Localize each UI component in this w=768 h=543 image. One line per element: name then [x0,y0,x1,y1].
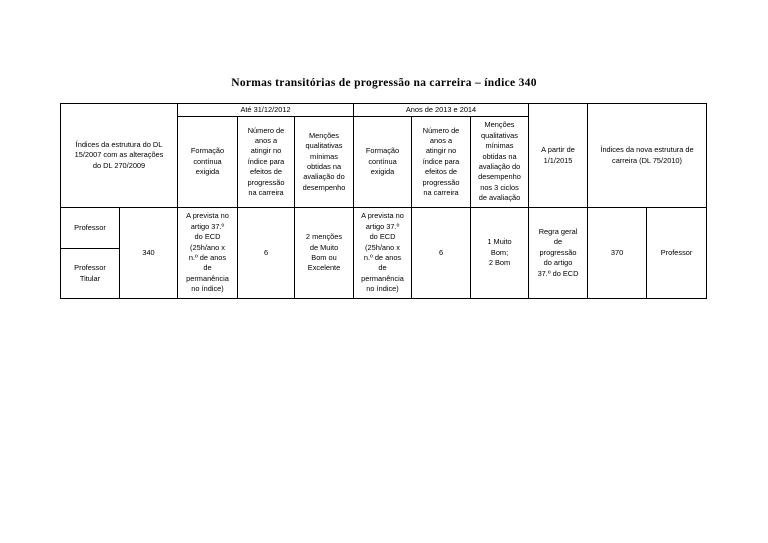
progression-table [60,103,707,299]
header-formacao-2: Formação contínua exigida [354,117,412,208]
cell-mencoes-1: 2 menções de Muito Bom ou Excelente [295,208,354,299]
cell-indice: 340 [120,208,178,299]
header-mencoes-1: Menções qualitativas mínimas obtidas na avaliação do desempenho [295,117,354,208]
document-title: Normas transitórias de progressão na carreira – índice 340 [231,77,537,89]
cell-regra-2015: Regra geral de progressão do artigo 37.º do ECD [529,208,588,299]
header-formacao-1: Formação contínua exigida [178,117,238,208]
header-numero-anos-2: Número de anos a atingir no índice para efeitos de progressão na carreira [412,117,471,208]
header-group-2013-2014: Anos de 2013 e 2014 [354,104,529,117]
cell-novo-indice: 370 [588,208,647,299]
header-indices-antigos: Índices da estrutura do DL 15/2007 com as alterações do DL 270/2009 [61,104,178,208]
cell-formacao-2: A prevista no artigo 37.º do ECD (25h/ano x n.º de anos de permanência no índice) [354,208,412,299]
header-indices-novos: Índices da nova estrutura de carreira (DL 75/2010) [588,104,707,208]
cell-categoria-professor: Professor [61,208,120,249]
cell-anos-1: 6 [238,208,295,299]
cell-mencoes-2: 1 Muito Bom; 2 Bom [471,208,529,299]
cell-anos-2: 6 [412,208,471,299]
header-a-partir-2015: A partir de 1/1/2015 [529,104,588,208]
table-row [61,208,707,249]
header-mencoes-2: Menções qualitativas mínimas obtidas na avaliação do desempenho nos 3 ciclos de avaliação [471,117,529,208]
cell-formacao-1: A prevista no artigo 37.º do ECD (25h/ano x n.º de anos de permanência no índice) [178,208,238,299]
header-numero-anos-1: Número de anos a atingir no índice para efeitos de progressão na carreira [238,117,295,208]
cell-nova-categoria: Professor [647,208,707,299]
header-row-groups [61,104,707,117]
header-group-ate-2012: Até 31/12/2012 [178,104,354,117]
cell-categoria-professor-titular: Professor Titular [61,249,120,299]
